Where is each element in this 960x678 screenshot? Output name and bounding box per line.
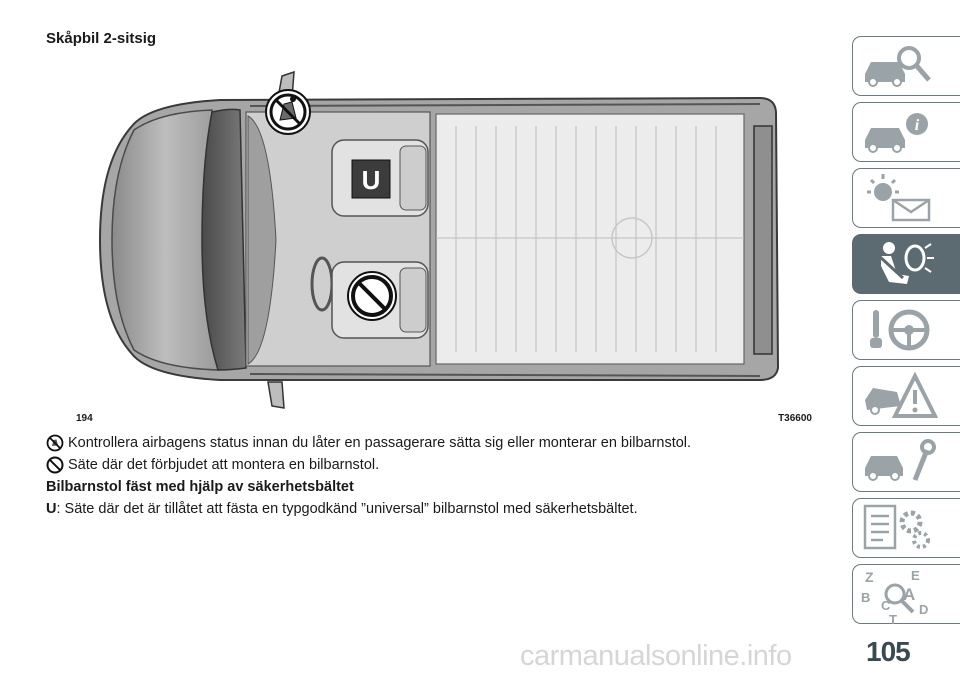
legend-line-universal <box>46 498 786 520</box>
svg-text:E: E <box>911 568 920 583</box>
airbag-warning-icon <box>46 434 64 452</box>
tab-safety[interactable] <box>852 234 960 294</box>
legend-line-1: Kontrollera airbagens status innan du låter en passagerare sätta sig eller monterar en bilbarnstol. <box>68 435 692 451</box>
tab-car-info[interactable] <box>852 102 960 162</box>
seat-airbag-icon <box>859 238 939 290</box>
svg-text:D: D <box>919 602 929 617</box>
watermark: carmanualsonline.info <box>520 640 792 672</box>
page-number: 105 <box>866 636 910 667</box>
van-top-view-figure <box>70 68 812 424</box>
steering-wheel-icon <box>859 304 939 356</box>
tab-starting-driving[interactable] <box>852 300 960 360</box>
legend-line-airbag <box>46 432 786 454</box>
legend-key-u: U <box>46 501 57 517</box>
tab-technical-data[interactable] <box>852 498 960 558</box>
legend-line-prohibited <box>46 454 786 476</box>
tab-maintenance[interactable] <box>852 432 960 492</box>
car-wrench-icon <box>859 436 939 488</box>
prohibited-icon <box>46 456 64 474</box>
svg-text:T: T <box>889 612 897 624</box>
airbag-warning-icon <box>266 90 310 134</box>
tab-warning-lights[interactable] <box>852 168 960 228</box>
legend-heading: Bilbarnstol fäst med hjälp av säkerhetsbältet <box>46 479 354 495</box>
van-illustration <box>70 68 812 424</box>
legend-line-2: Säte där det förbjudet att montera en bilbarnstol. <box>68 457 380 473</box>
tab-index[interactable] <box>852 564 960 624</box>
car-warning-triangle-icon <box>859 370 939 422</box>
tab-car-magnifier[interactable] <box>852 36 960 96</box>
seat-letter-u: U <box>361 165 381 195</box>
svg-text:C: C <box>881 598 891 613</box>
figure-code: T36600 <box>778 413 812 424</box>
svg-text:Z: Z <box>865 569 874 585</box>
alphabet-index-icon <box>859 568 939 624</box>
svg-text:A: A <box>903 585 916 604</box>
tab-emergency[interactable] <box>852 366 960 426</box>
svg-text:i: i <box>914 117 920 134</box>
warning-light-envelope-icon <box>859 172 939 224</box>
figure-number: 194 <box>76 413 93 424</box>
car-magnifier-icon <box>859 40 939 92</box>
prohibited-seat-icon <box>348 272 396 320</box>
document-gears-icon <box>859 502 939 554</box>
car-info-icon <box>859 106 939 158</box>
svg-text:B: B <box>861 590 871 605</box>
legend-text <box>46 432 786 520</box>
section-title: Skåpbil 2-sitsig <box>46 30 157 47</box>
legend-line-3: : Säte där det är tillåtet att fästa en typgodkänd ”universal” bilbarnstol med säkerhetsbältet. <box>56 501 638 517</box>
